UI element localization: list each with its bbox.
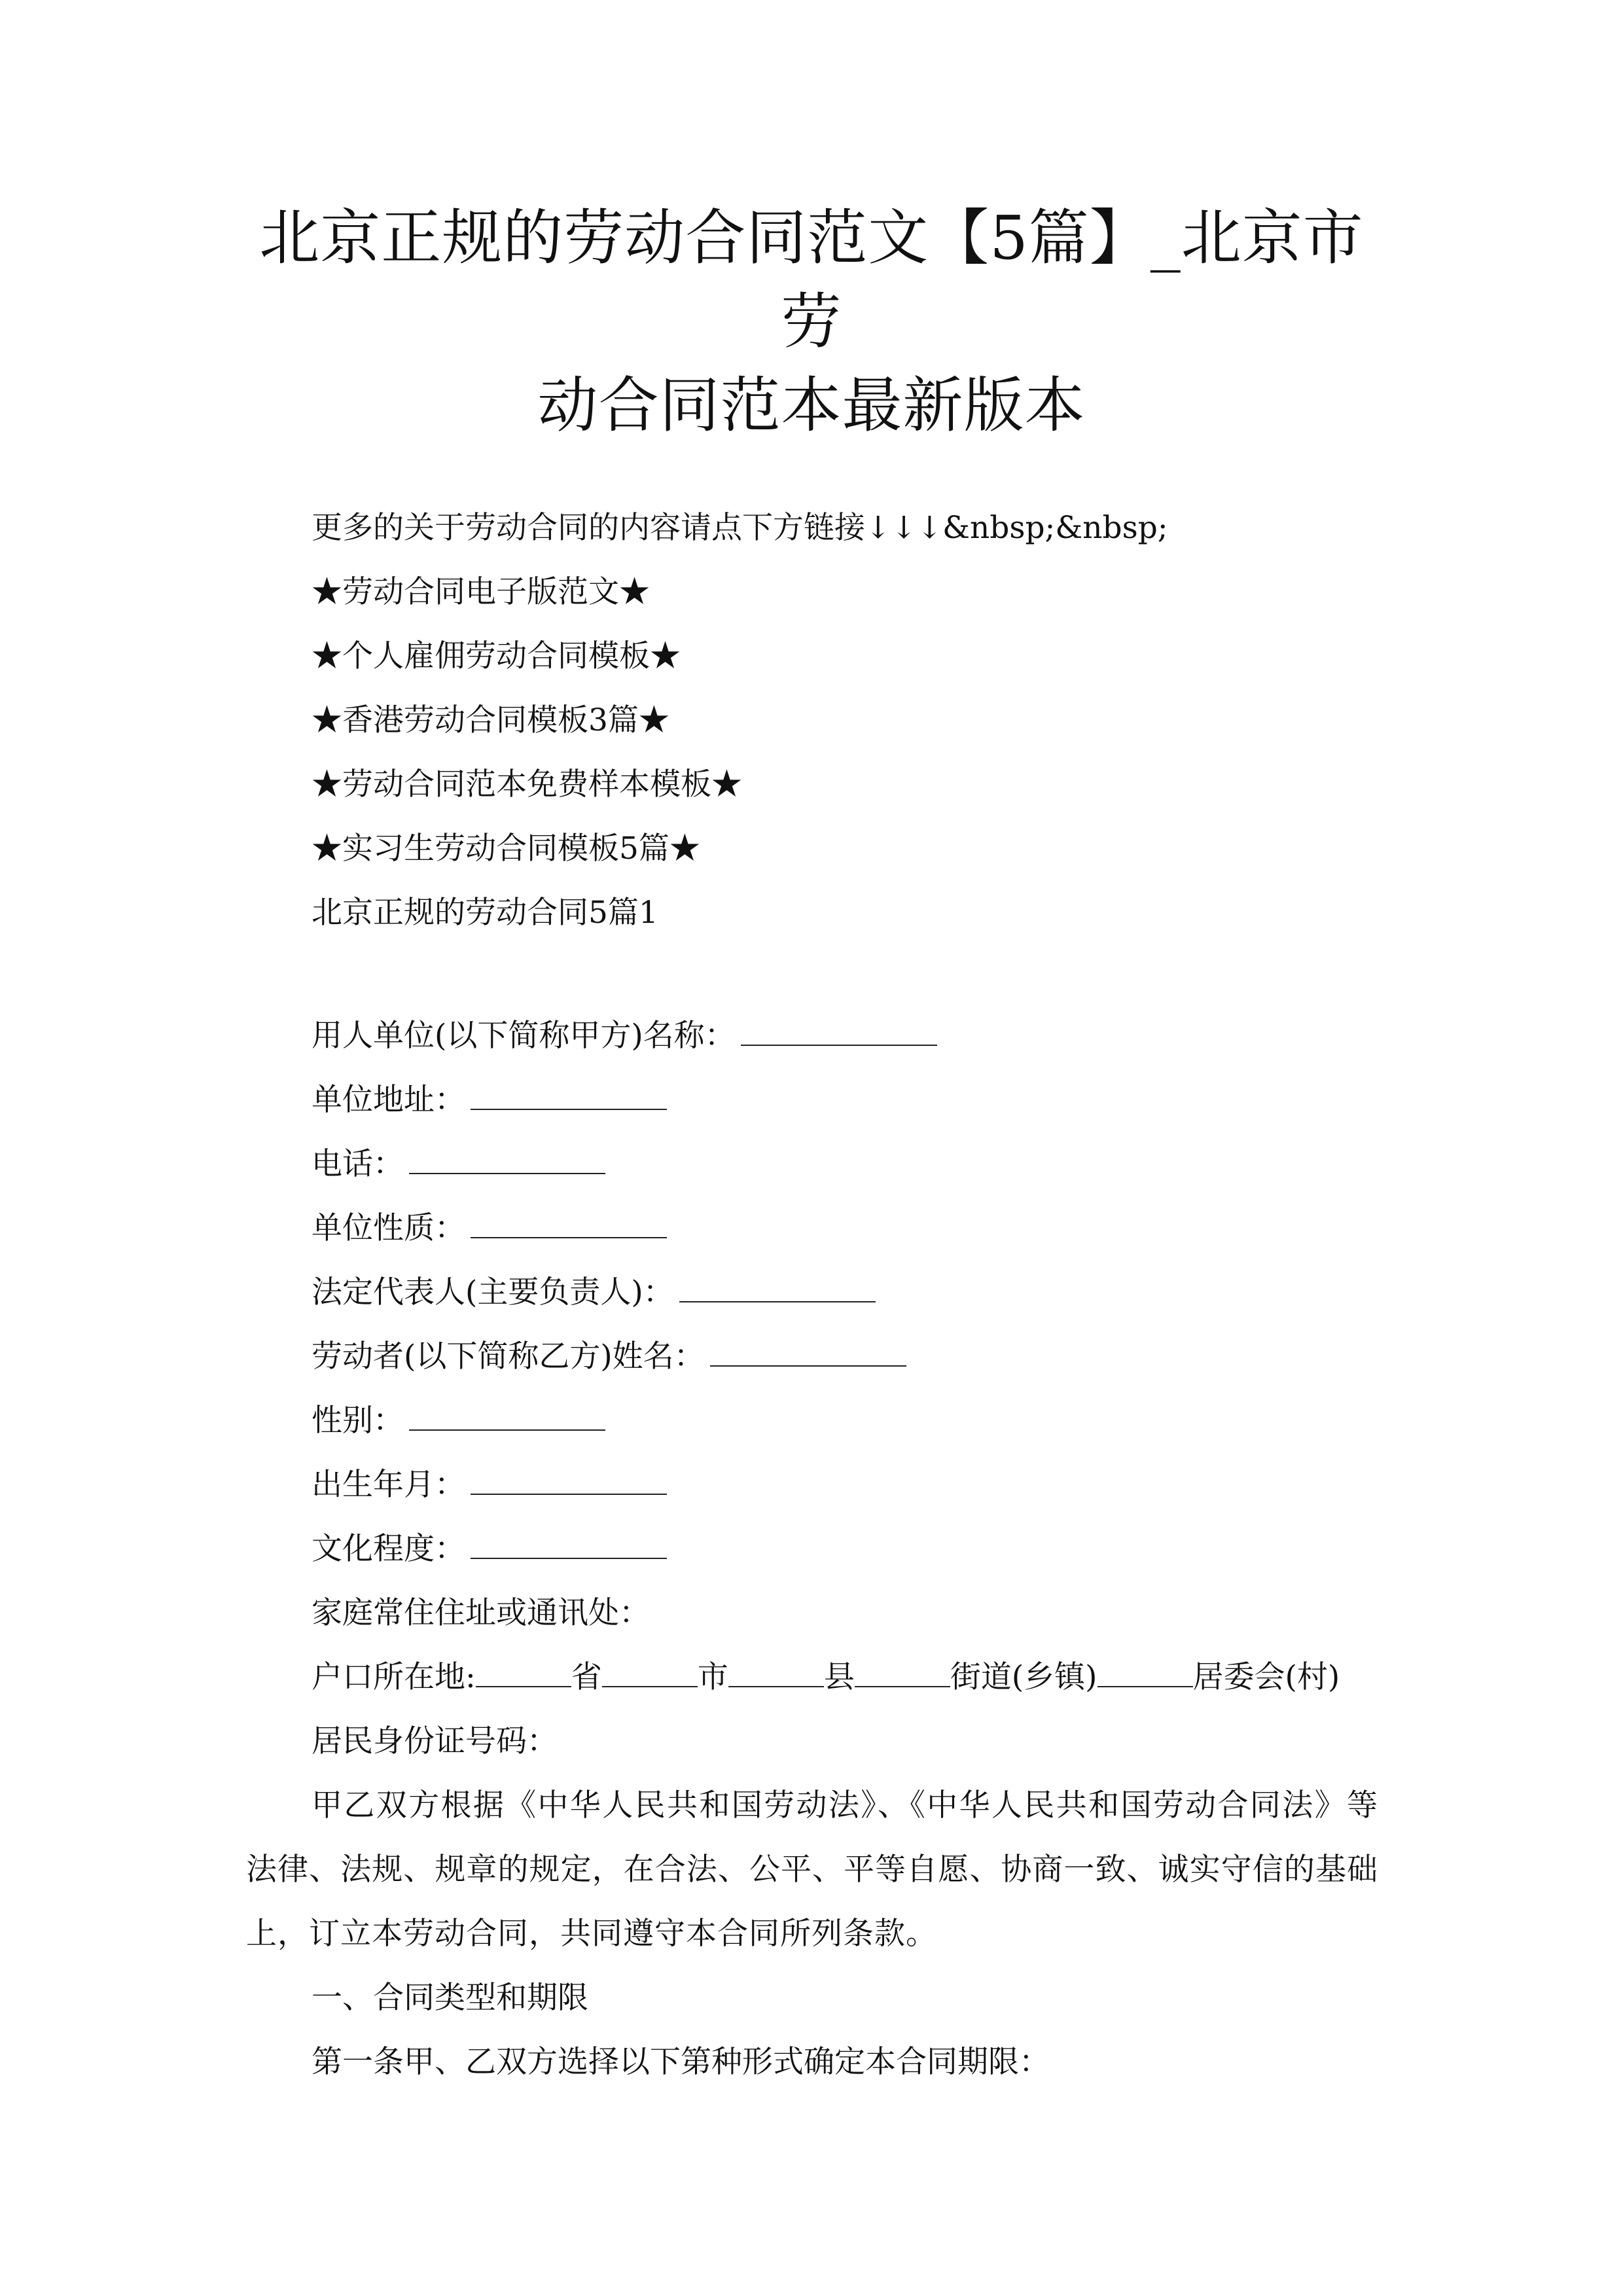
field-employer-name — [246, 1004, 1378, 1068]
field-phone — [246, 1132, 1378, 1196]
title-line-1: 北京正规的劳动合同范文【5篇】_北京市劳 — [259, 203, 1364, 357]
blank-underline — [471, 1471, 667, 1495]
link-contract-electronic[interactable]: ★劳动合同电子版范文★ — [312, 574, 650, 610]
blank-underline — [728, 1664, 824, 1687]
blank-underline — [471, 1215, 667, 1238]
blank-underline — [710, 1343, 906, 1367]
field-label: 家庭常住住址或通讯处： — [312, 1595, 650, 1631]
field-gender — [246, 1389, 1378, 1453]
document-body — [246, 496, 1378, 2094]
field-label: 法定代表人(主要负责人)： — [312, 1274, 674, 1310]
field-label: 劳动者(以下简称乙方)姓名： — [312, 1338, 705, 1374]
blank-underline — [1097, 1664, 1193, 1687]
field-label: 出生年月： — [312, 1467, 465, 1503]
link-intern-contract[interactable]: ★实习生劳动合同模板5篇★ — [312, 831, 700, 867]
article-1: 第一条甲、乙双方选择以下第种形式确定本合同期限： — [312, 2044, 1050, 2080]
field-legal-rep — [246, 1261, 1378, 1325]
blank-underline — [679, 1279, 876, 1302]
hukou-committee: 居委会(村) — [1192, 1659, 1340, 1695]
field-hukou — [246, 1645, 1378, 1710]
document-title — [236, 196, 1387, 448]
blank-underline — [476, 1664, 571, 1687]
blank-underline — [409, 1151, 605, 1174]
section-heading: 北京正规的劳动合同5篇1 — [312, 895, 658, 931]
link-personal-employment[interactable]: ★个人雇佣劳动合同模板★ — [312, 638, 681, 674]
title-line-2: 动合同范本最新版本 — [537, 370, 1086, 440]
hukou-county: 县 — [823, 1659, 855, 1695]
field-label: 单位地址： — [312, 1082, 465, 1118]
blank-underline — [855, 1664, 950, 1687]
blank-underline — [741, 1022, 937, 1046]
field-birth — [246, 1453, 1378, 1517]
blank-underline — [471, 1086, 667, 1110]
field-home-address — [246, 1581, 1378, 1645]
field-nature — [246, 1196, 1378, 1261]
link-hongkong-contract[interactable]: ★香港劳动合同模板3篇★ — [312, 702, 669, 738]
field-label: 电话： — [312, 1146, 404, 1182]
hukou-street: 街道(乡镇) — [950, 1659, 1097, 1695]
spacer — [246, 945, 1378, 1004]
field-label: 性别： — [312, 1403, 404, 1439]
blank-underline — [602, 1664, 698, 1687]
field-address — [246, 1068, 1378, 1132]
field-id-number — [246, 1710, 1378, 1774]
field-label: 用人单位(以下简称甲方)名称： — [312, 1018, 736, 1054]
field-label: 居民身份证号码： — [312, 1723, 558, 1759]
field-label: 文化程度： — [312, 1531, 465, 1567]
section-1-heading: 一、合同类型和期限 — [312, 1980, 588, 2016]
field-employee-name — [246, 1325, 1378, 1389]
intro-text: 更多的关于劳动合同的内容请点下方链接↓↓↓&nbsp;&nbsp; — [312, 510, 1168, 546]
hukou-province: 省 — [571, 1659, 602, 1695]
blank-underline — [471, 1535, 667, 1559]
hukou-label: 户口所在地: — [312, 1659, 476, 1695]
link-free-sample[interactable]: ★劳动合同范本免费样本模板★ — [312, 766, 742, 802]
contract-preamble: 甲乙双方根据《中华人民共和国劳动法》、《中华人民共和国劳动合同法》等法律、法规、规章的规定，在合法、公平、平等自愿、协商一致、诚实守信的基础上，订立本劳动合同，共同遵守本合同所列条款。 — [246, 1787, 1378, 1952]
field-label: 单位性质： — [312, 1210, 465, 1246]
field-education — [246, 1517, 1378, 1581]
hukou-city: 市 — [697, 1659, 728, 1695]
blank-underline — [409, 1407, 605, 1431]
